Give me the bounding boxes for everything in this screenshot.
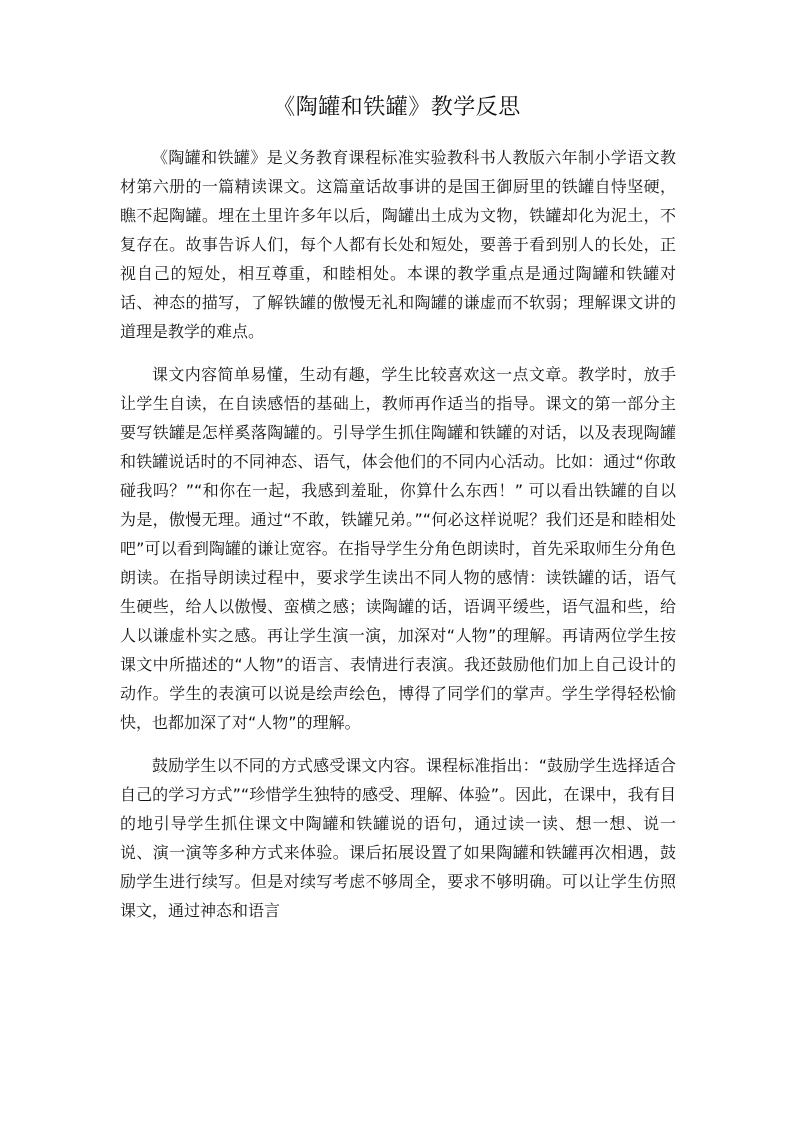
paragraph-intro: 《陶罐和铁罐》是义务教育课程标准实验教科书人教版六年制小学语文教材第六册的一篇精读课文。这篇童话故事讲的是国王御厨里的铁罐自恃坚硬，瞧不起陶罐。埋在土里许多年以后，陶罐出土成为文物，铁罐却化为泥土，不复存在。故事告诉人们，每个人都有长处和短处，要善于看到别人的长处，正视自己的短处，相互尊重，和睦相处。本课的教学重点是通过陶罐和铁罐对话、神态的描写，了解铁罐的傲慢无礼和陶罐的谦虚而不软弱；理解课文讲的道理是教学的难点。 [120,148,676,341]
document-body [120,143,676,925]
paragraph-teaching-process: 课文内容简单易懂，生动有趣，学生比较喜欢这一点文章。教学时，放手让学生自读，在自读感悟的基础上，教师再作适当的指导。课文的第一部分主要写铁罐是怎样奚落陶罐的。引导学生抓住陶罐和铁罐的对话，以及表现陶罐和铁罐说话时的不同神态、语气，体会他们的不同内心活动。比如：通过“你敢碰我吗？”“和你在一起，我感到羞耻，你算什么东西！” 可以看出铁罐的自以为是，傲慢无理。通过“不敢，铁罐兄弟。”“何必这样说呢？我们还是和睦相处吧”可以看到陶罐的谦让宽容。在指导学生分角色朗读时，首先采取师生分角色朗读。在指导朗读过程中，要求学生读出不同人物的感情：读铁罐的话，语气生硬些，给人以傲慢、蛮横之感；读陶罐的话，语调平缓些，语气温和些，给人以谦虚朴实之感。再让学生演一演，加深对“人物”的理解。再请两位学生按课文中所描述的“人物”的语言、表情进行表演。我还鼓励他们加上自己设计的动作。学生的表演可以说是绘声绘色，博得了同学们的掌声。学生学得轻松愉快，也都加深了对“人物”的理解。 [120,365,676,732]
paragraph-encouragement: 鼓励学生以不同的方式感受课文内容。课程标准指出：“鼓励学生选择适合自己的学习方式”“珍惜学生独特的感受、理解、体验”。因此，在课中，我有目的地引导学生抓住课文中陶罐和铁罐说的语句，通过读一读、想一想、说一说、演一演等多种方式来体验。课后拓展设置了如果陶罐和铁罐再次相遇，鼓励学生进行续写。但是对续写考虑不够周全，要求不够明确。可以让学生仿照课文，通过神态和语言 [120,756,676,920]
page-title: 《陶罐和铁罐》教学反思 [273,95,521,120]
